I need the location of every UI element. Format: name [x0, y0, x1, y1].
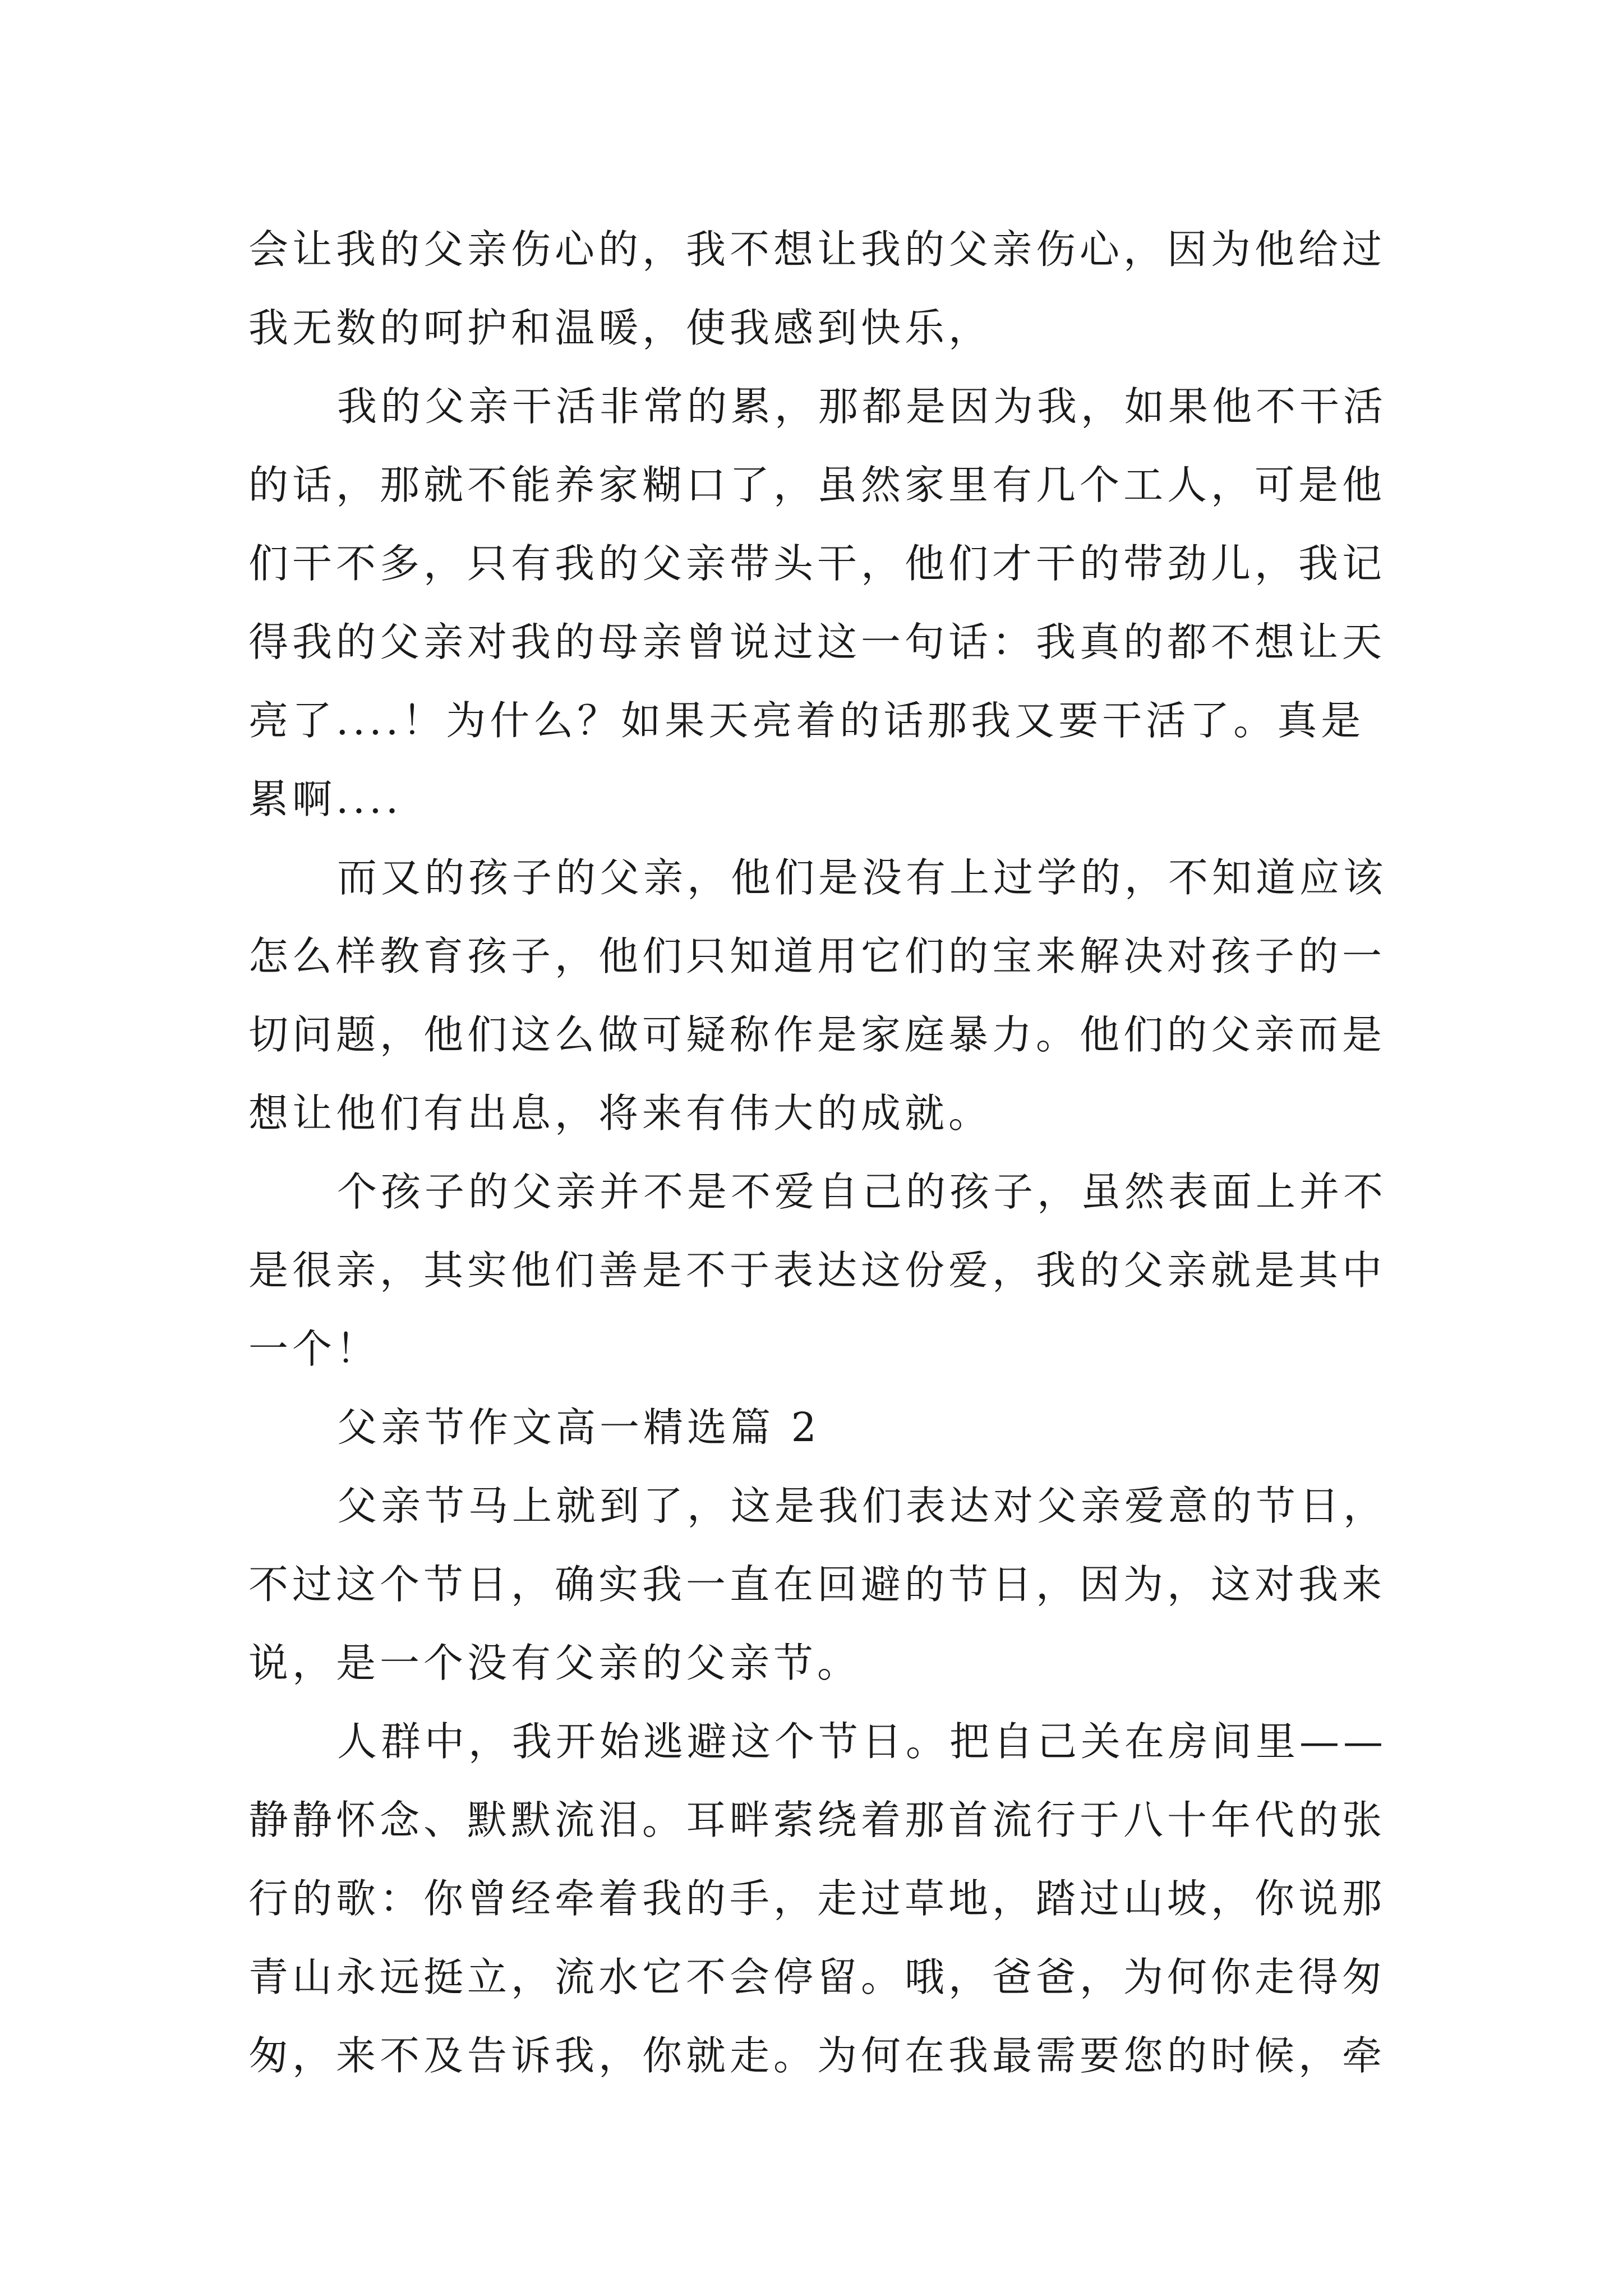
text-line: 一个！: [248, 1326, 380, 1372]
text-line: 得我的父亲对我的母亲曾说过这一句话：我真的都不想让天: [248, 619, 1386, 665]
text-line: 累啊....: [248, 776, 403, 822]
text-line: 是很亲，其实他们善是不于表达这份爱，我的父亲就是其中: [248, 1247, 1386, 1294]
text-line: 会让我的父亲伤心的，我不想让我的父亲伤心，因为他给过: [248, 226, 1386, 273]
text-line: 行的歌：你曾经牵着我的手，走过草地，踏过山坡，你说那: [248, 1875, 1386, 1922]
text-line: 切问题，他们这么做可疑称作是家庭暴力。他们的父亲而是: [248, 1011, 1386, 1058]
paragraph-start-line: 个孩子的父亲并不是不爱自己的孩子，虽然表面上并不: [337, 1168, 1387, 1215]
text-line: 静静怀念、默默流泪。耳畔萦绕着那首流行于八十年代的张: [248, 1797, 1386, 1843]
text-line: 我无数的呵护和温暖，使我感到快乐，: [248, 305, 993, 351]
paragraph-start-line: 而又的孩子的父亲，他们是没有上过学的，不知道应该: [337, 854, 1387, 901]
text-line: 不过这个节日，确实我一直在回避的节日，因为，这对我来: [248, 1561, 1386, 1608]
text-line: 说，是一个没有父亲的父亲节。: [248, 1640, 861, 1686]
text-line: 们干不多，只有我的父亲带头干，他们才干的带劲儿，我记: [248, 540, 1386, 587]
text-line: 青山永远挺立，流水它不会停留。哦，爸爸，为何你走得匆: [248, 1954, 1386, 2000]
paragraph-start-line: 我的父亲干活非常的累，那都是因为我，如果他不干活: [337, 383, 1387, 430]
text-line: 亮了....！为什么？如果天亮着的话那我又要干活了。真是: [248, 697, 1365, 744]
section-heading: 父亲节作文高一精选篇 2: [337, 1404, 820, 1451]
text-line: 怎么样教育孩子，他们只知道用它们的宝来解决对孩子的一: [248, 933, 1386, 979]
text-line: 想让他们有出息，将来有伟大的成就。: [248, 1090, 993, 1137]
paragraph-start-line: 父亲节马上就到了，这是我们表达对父亲爱意的节日，: [337, 1483, 1387, 1529]
text-line: 的话，那就不能养家糊口了，虽然家里有几个工人，可是他: [248, 462, 1386, 508]
text-line: 匆，来不及告诉我，你就走。为何在我最需要您的时候，牵: [248, 2032, 1386, 2079]
paragraph-start-line: 人群中，我开始逃避这个节日。把自己关在房间里——: [337, 1718, 1387, 1765]
